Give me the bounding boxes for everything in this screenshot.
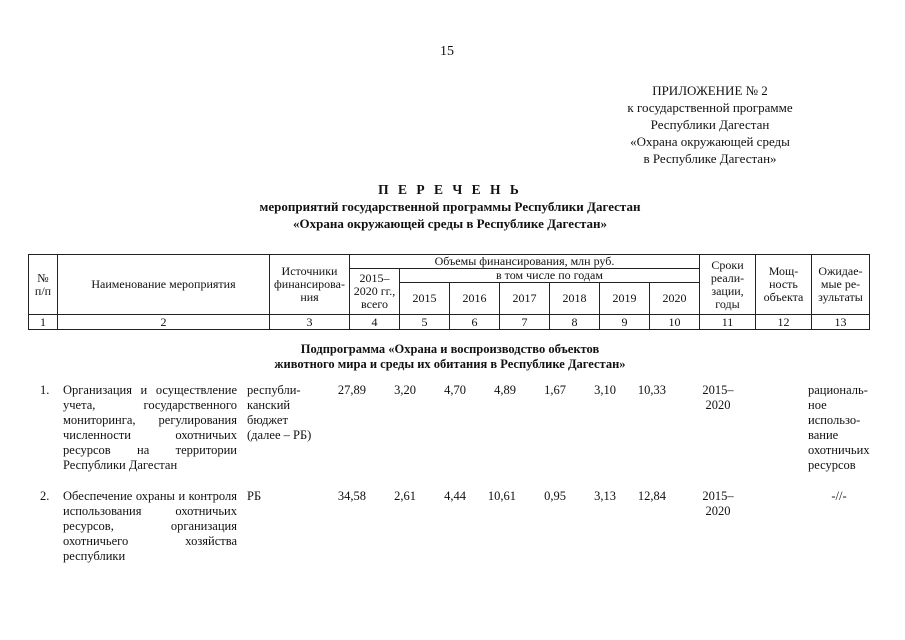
- col-number: 13: [812, 315, 870, 330]
- row-year-value: 12,84: [637, 489, 666, 503]
- col-year-header: 2019: [600, 283, 650, 315]
- row-year-value: 3,20: [394, 383, 416, 397]
- appendix-line: в Республике Дагестан»: [643, 151, 777, 166]
- subprogram-line: животного мира и среды их обитания в Республике Дагестан»: [274, 357, 626, 371]
- col-number: 5: [400, 315, 450, 330]
- row-year-value: 4,70: [444, 383, 466, 397]
- col-number: 6: [450, 315, 500, 330]
- col-number: 10: [650, 315, 700, 330]
- row-year-value: 10,61: [487, 489, 516, 503]
- title-line: мероприятий государственной программы Республики Дагестан: [259, 199, 641, 214]
- col-number: 9: [600, 315, 650, 330]
- row-year-value: 0,95: [544, 489, 566, 503]
- col-year-header: 2020: [650, 283, 700, 315]
- row-result: -//-: [831, 489, 847, 503]
- col-year-header: 2015: [400, 283, 450, 315]
- row-year-value: 3,13: [594, 489, 616, 503]
- document-title: [120, 181, 780, 232]
- row-name: Обеспечение охраны и контроля использования охотничьих ресурсов, организация охотничьего хозяйства республики: [63, 489, 237, 563]
- col-capacity-header: Мощ- ность объекта: [756, 255, 812, 315]
- col-number: 3: [270, 315, 350, 330]
- row-total: 27,89: [337, 383, 366, 397]
- row-no: 2.: [40, 489, 50, 503]
- row-source: республи- канский бюджет (далее – РБ): [247, 383, 312, 442]
- row-year-value: 2,61: [394, 489, 416, 503]
- col-year-header: 2018: [550, 283, 600, 315]
- row-year-value: 10,33: [637, 383, 666, 397]
- col-number: 7: [500, 315, 550, 330]
- table-header: [28, 254, 870, 330]
- col-number: 4: [350, 315, 400, 330]
- title-line: «Охрана окружающей среды в Республике Дагестан»: [293, 216, 607, 231]
- subprogram-line: Подпрограмма «Охрана и воспроизводство объектов: [300, 342, 600, 356]
- col-name-header: Наименование мероприятия: [58, 255, 270, 315]
- col-volumes-header: Объемы финансирования, млн руб.: [350, 255, 700, 269]
- col-number: 11: [700, 315, 756, 330]
- col-by-years-header: в том числе по годам: [400, 269, 700, 283]
- page-number: 15: [440, 44, 454, 59]
- row-year-value: 4,44: [444, 489, 466, 503]
- appendix-block: [560, 82, 860, 167]
- row-name: Организация и осуществление учета, государственного мониторинга, регулирования численности охотничьих ресурсов на территории Республики Дагестан: [63, 383, 237, 472]
- row-source: РБ: [247, 489, 262, 503]
- col-total-header: 2015– 2020 гг., всего: [350, 269, 400, 315]
- row-no: 1.: [40, 383, 50, 397]
- col-terms-header: Сроки реали- зации, годы: [700, 255, 756, 315]
- row-result: рациональ- ное использо- вание охотничьих ресурсов: [808, 383, 870, 472]
- appendix-line: «Охрана окружающей среды: [630, 134, 790, 149]
- col-sources-header: Источники финансирова- ния: [270, 255, 350, 315]
- row-terms: 2015– 2020: [702, 383, 734, 412]
- col-no-header: № п/п: [29, 255, 58, 315]
- row-year-value: 1,67: [544, 383, 566, 397]
- appendix-line: ПРИЛОЖЕНИЕ № 2: [652, 83, 768, 98]
- col-expected-header: Ожидае- мые ре- зультаты: [812, 255, 870, 315]
- row-year-value: 4,89: [494, 383, 516, 397]
- col-number: 12: [756, 315, 812, 330]
- row-terms: 2015– 2020: [702, 489, 734, 518]
- title-word: П Е Р Е Ч Е Н Ь: [378, 182, 522, 197]
- row-total: 34,58: [337, 489, 366, 503]
- col-year-header: 2017: [500, 283, 550, 315]
- col-number: 8: [550, 315, 600, 330]
- col-number: 2: [58, 315, 270, 330]
- col-number: 1: [29, 315, 58, 330]
- subprogram-heading: [130, 342, 770, 372]
- appendix-line: Республики Дагестан: [650, 117, 770, 132]
- row-year-value: 3,10: [594, 383, 616, 397]
- appendix-line: к государственной программе: [627, 100, 793, 115]
- col-year-header: 2016: [450, 283, 500, 315]
